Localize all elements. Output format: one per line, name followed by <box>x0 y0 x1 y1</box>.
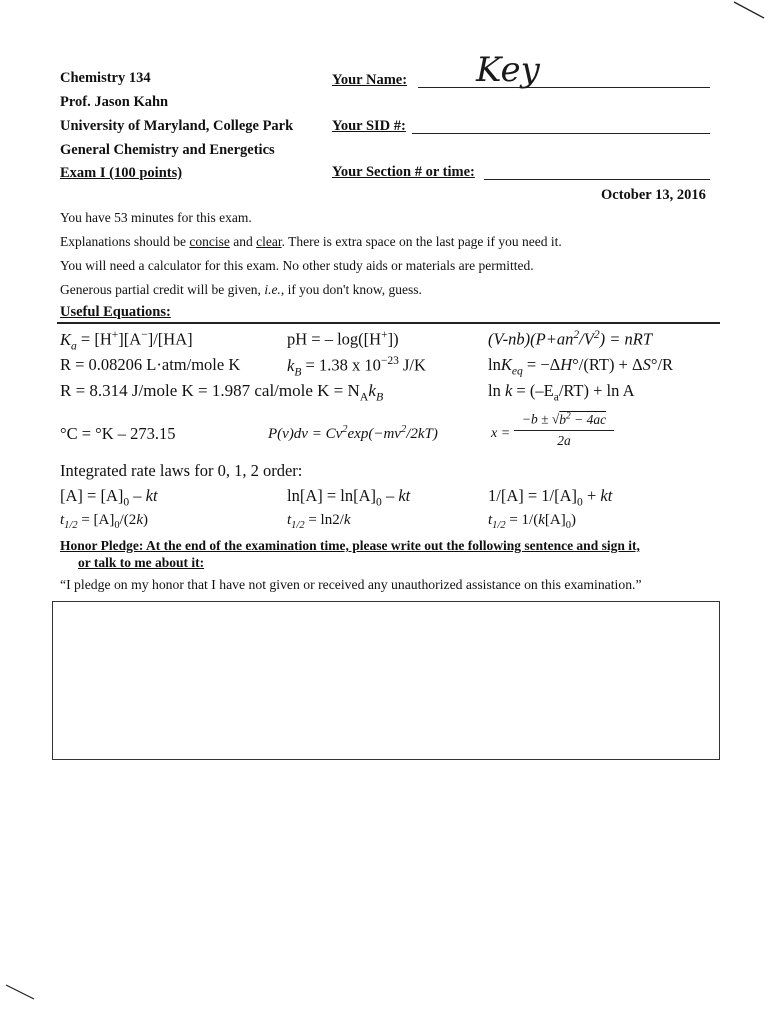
course-title: General Chemistry and Energetics <box>60 142 275 158</box>
course-number: Chemistry 134 <box>60 70 151 86</box>
instruction-explanations <box>60 234 562 250</box>
credit-post: , if you don't know, guess. <box>280 282 422 297</box>
eq-lnkeq: lnK$_{eq}$ = −ΔH°/(RT) + ΔS°/R <box>488 355 674 378</box>
credit-ie: i.e. <box>264 282 281 297</box>
sid-field-line[interactable] <box>412 133 710 134</box>
eq-celsius: °C = °K – 273.15 <box>60 424 176 443</box>
section-field-line[interactable] <box>484 179 710 180</box>
exam-date: October 13, 2016 <box>601 187 706 203</box>
equations-rule <box>57 322 720 324</box>
exam-title: Exam I (100 points) <box>60 165 183 181</box>
instruction-time: You have 53 minutes for this exam. <box>60 210 252 225</box>
eq-kb: $k_B = 1.38$ x $10^{-23}$ J/K <box>287 355 426 378</box>
eq-ph: pH = – log([H+]) <box>287 329 399 349</box>
explain-and: and <box>229 234 257 249</box>
equations-heading: Useful Equations: <box>60 304 171 320</box>
eq-maxwell: $P(v)dv = Cv^2\exp(-mv^2/2kT)$ <box>268 424 438 442</box>
eq-quadratic-fraction <box>514 411 614 449</box>
name-label: Your Name: <box>332 72 408 88</box>
eq-first-half-life: $t_{1/2} = \ln 2/k$ <box>287 512 351 531</box>
instruction-calculator: You will need a calculator for this exam. No other study aids or materials are permitted. <box>60 258 534 273</box>
eq-arrhenius: $\ln k = (-E_a/RT) + \ln A$ <box>488 381 635 404</box>
instruction-credit <box>60 282 422 298</box>
explain-pre: Explanations should be <box>60 234 190 249</box>
honor-pledge-line2: or talk to me about it: <box>78 555 205 570</box>
scan-mark-top-right <box>730 0 768 22</box>
integrated-heading: Integrated rate laws for 0, 1, 2 order: <box>60 461 303 480</box>
eq-r-latm: R = 0.08206 L·atm/mole K <box>60 355 241 374</box>
section-label: Your Section # or time: <box>332 164 475 180</box>
eq-quadratic-denominator: 2a <box>557 432 571 448</box>
credit-pre: Generous partial credit will be given, <box>60 282 265 297</box>
honor-pledge-line1: Honor Pledge: At the end of the examination time, please write out the following sentence and sign it, <box>60 538 640 553</box>
explain-clear: clear <box>256 234 282 249</box>
eq-zero-half-life: $t_{1/2} = [A]_0/(2k)$ <box>60 512 148 531</box>
eq-r-joule: R = 8.314 J/mole K = 1.987 cal/mole $K = N_Ak_B$ <box>60 381 384 404</box>
eq-second-half-life: $t_{1/2} = 1/(k[A]_0)$ <box>488 512 576 531</box>
explain-concise: concise <box>189 234 230 249</box>
eq-second-order: $1/[A] = 1/[A]_0$ + kt <box>488 486 613 509</box>
eq-quadratic-x: x = <box>491 426 511 441</box>
name-field-line[interactable] <box>418 87 710 88</box>
scan-mark-bottom-left <box>0 975 40 1005</box>
university-name: University of Maryland, College Park <box>60 118 294 134</box>
eq-zero-order: $[A] = [A]_0$ – kt <box>60 486 158 509</box>
honor-quote: “I pledge on my honor that I have not given or received any unauthorized assistance on this examination.” <box>60 577 642 592</box>
eq-ka: $K_a = [H^+][A^-]/[HA]$ <box>60 329 193 352</box>
eq-vanderwaals: $(V-nb)(P+an^2/V^2)$ = nRT <box>488 329 652 349</box>
eq-quadratic-numerator: $-b \pm √b^2 - 4ac$ <box>514 411 614 431</box>
name-handwritten: Key <box>476 50 540 90</box>
explain-post: . There is extra space on the last page if you need it. <box>281 234 562 249</box>
eq-first-order: $\ln[A] = \ln[A]_0$ – kt <box>287 486 411 509</box>
signature-box[interactable] <box>52 601 720 760</box>
professor-name: Prof. Jason Kahn <box>60 94 169 110</box>
sid-label: Your SID #: <box>332 118 406 134</box>
